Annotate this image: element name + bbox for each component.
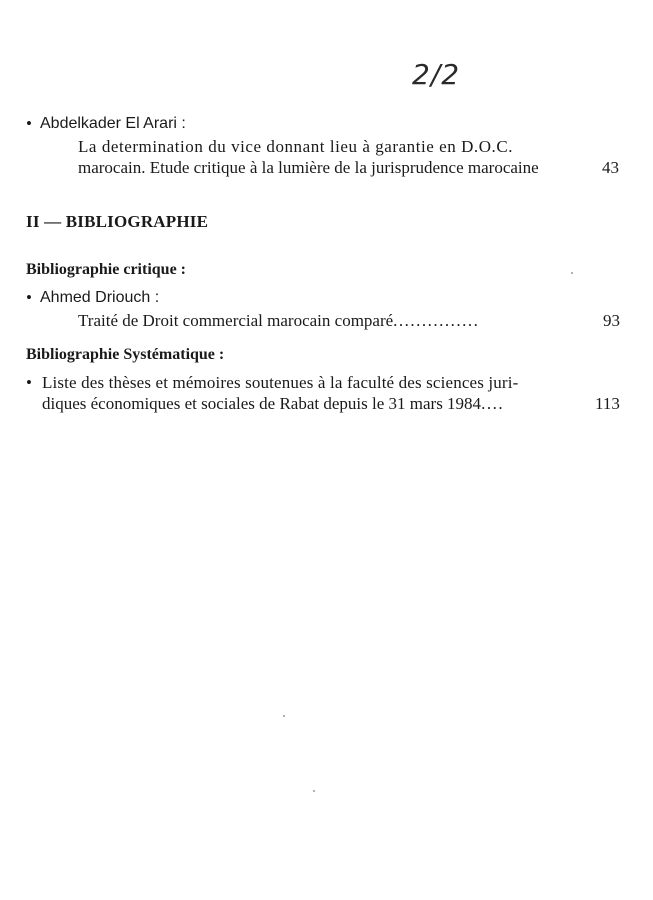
- systematique-heading: Bibliographie Systématique :: [26, 346, 225, 363]
- leader-dots: ....: [481, 394, 505, 413]
- handwritten-page-mark: 2/2: [412, 58, 461, 91]
- scan-speck: [283, 715, 285, 717]
- entry1-author: Abdelkader El Arari :: [40, 115, 186, 132]
- scan-speck: [571, 272, 573, 274]
- leader-dots: ...............: [393, 311, 480, 330]
- entry1-title-line1: La determination du vice donnant lieu à garantie en D.O.C.: [78, 137, 514, 156]
- scan-speck: [313, 790, 315, 792]
- bullet-icon: •: [26, 114, 32, 133]
- section-heading: II — BIBLIOGRAPHIE: [26, 212, 209, 231]
- critique-title-text: Traité de Droit commercial marocain comparé: [78, 311, 394, 330]
- systematique-line1: Liste des thèses et mémoires soutenues à la faculté des sciences juri-: [42, 373, 519, 392]
- systematique-line2: [42, 394, 504, 414]
- critique-heading: Bibliographie critique :: [26, 261, 186, 278]
- critique-title: [78, 311, 479, 331]
- systematique-line2-text: diques économiques et sociales de Rabat depuis le 31 mars 1984: [42, 394, 482, 413]
- entry1-page-number: 43: [602, 158, 619, 177]
- critique-page-number: 93: [603, 311, 620, 330]
- critique-author: Ahmed Driouch :: [40, 289, 160, 306]
- bullet-icon: •: [26, 288, 32, 307]
- bullet-icon: •: [26, 373, 32, 392]
- systematique-page-number: 113: [595, 394, 620, 413]
- entry1-title-line2: marocain. Etude critique à la lumière de la jurisprudence marocaine: [78, 158, 539, 177]
